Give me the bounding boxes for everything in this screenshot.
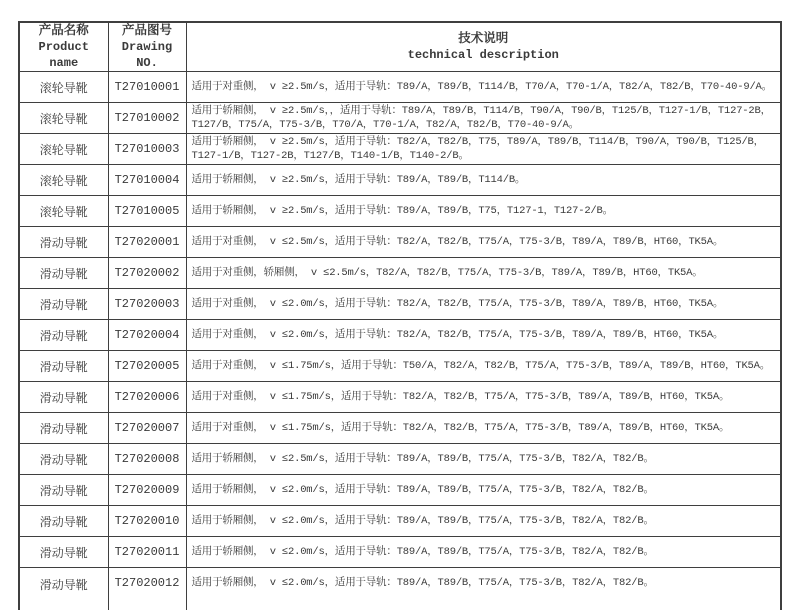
product-table — [18, 21, 782, 610]
table-row — [19, 103, 781, 134]
drawing-no-cell: T27020012 — [108, 568, 186, 610]
description-cell: 适用于轿厢侧， v ≤2.0m/s，适用于导轨：T89/A，T89/B，T75/A，T75-3/B，T82/A，T82/B。 — [186, 568, 781, 610]
table-row — [19, 537, 781, 568]
product-name-cell: 滑动导靴 — [19, 506, 108, 537]
drawing-no-cell: T27020009 — [108, 475, 186, 506]
table-row — [19, 72, 781, 103]
description-cell: 适用于轿厢侧， v ≥2.5m/s，，适用于导轨：T89/A，T89/B，T114/B，T90/A，T90/B，T125/B，T127-1/B，T127-2B，T127/B，T75/A，T75-3/B，T70/A，T70-1/A，T82/A，T82/B，T70-40-9/A。 — [186, 103, 781, 134]
drawing-no-cell: T27010004 — [108, 165, 186, 196]
table-row — [19, 196, 781, 227]
drawing-no-cell: T27020007 — [108, 413, 186, 444]
description-cell: 适用于轿厢侧， v ≥2.5m/s，适用于导轨：T89/A，T89/B，T114/B。 — [186, 165, 781, 196]
table-row — [19, 413, 781, 444]
product-name-cell: 滚轮导靴 — [19, 72, 108, 103]
table-row — [19, 351, 781, 382]
table-row — [19, 475, 781, 506]
header-technical-description-zh: 技术说明 — [458, 32, 509, 46]
table-row — [19, 506, 781, 537]
product-name-cell: 滑动导靴 — [19, 537, 108, 568]
table-row — [19, 134, 781, 165]
header-technical-description-en: technical description — [407, 48, 559, 62]
header-product-name-en: Product name — [38, 40, 89, 70]
header-drawing-no-en: Drawing NO. — [121, 40, 173, 70]
product-name-cell: 滑动导靴 — [19, 382, 108, 413]
drawing-no-cell: T27020011 — [108, 537, 186, 568]
description-cell: 适用于对重侧， v ≤1.75m/s，适用于导轨：T82/A，T82/B，T75/A，T75-3/B，T89/A，T89/B，HT60，TK5A。 — [186, 382, 781, 413]
product-name-cell: 滚轮导靴 — [19, 103, 108, 134]
table-row — [19, 289, 781, 320]
product-name-cell: 滑动导靴 — [19, 475, 108, 506]
description-cell: 适用于对重侧， v ≤1.75m/s，适用于导轨：T50/A，T82/A，T82/B，T75/A，T75-3/B，T89/A，T89/B，HT60，TK5A。 — [186, 351, 781, 382]
table-row — [19, 382, 781, 413]
drawing-no-cell: T27020004 — [108, 320, 186, 351]
product-name-cell: 滚轮导靴 — [19, 134, 108, 165]
table-body — [19, 72, 781, 610]
description-cell: 适用于对重侧，轿厢侧， v ≤2.5m/s，T82/A，T82/B，T75/A，T75-3/B，T89/A，T89/B，HT60，TK5A。 — [186, 258, 781, 289]
product-name-cell: 滑动导靴 — [19, 289, 108, 320]
table-row — [19, 258, 781, 289]
header-drawing-no-zh: 产品图号 — [121, 24, 172, 38]
drawing-no-cell: T27020008 — [108, 444, 186, 475]
drawing-no-cell: T27020001 — [108, 227, 186, 258]
table-row — [19, 568, 781, 610]
description-cell: 适用于轿厢侧， v ≤2.5m/s，适用于导轨：T89/A，T89/B，T75/A，T75-3/B，T82/A，T82/B。 — [186, 444, 781, 475]
product-name-cell: 滑动导靴 — [19, 227, 108, 258]
table-header — [19, 22, 781, 72]
header-drawing-no — [108, 22, 186, 72]
product-name-cell: 滑动导靴 — [19, 320, 108, 351]
product-name-cell: 滑动导靴 — [19, 351, 108, 382]
description-cell: 适用于对重侧， v ≤2.0m/s，适用于导轨：T82/A，T82/B，T75/A，T75-3/B，T89/A，T89/B，HT60，TK5A。 — [186, 289, 781, 320]
description-cell: 适用于对重侧， v ≤2.0m/s，适用于导轨：T82/A，T82/B，T75/A，T75-3/B，T89/A，T89/B，HT60，TK5A。 — [186, 320, 781, 351]
table-row — [19, 444, 781, 475]
drawing-no-cell: T27010002 — [108, 103, 186, 134]
product-name-cell: 滚轮导靴 — [19, 196, 108, 227]
description-cell: 适用于轿厢侧， v ≤2.0m/s，适用于导轨：T89/A，T89/B，T75/A，T75-3/B，T82/A，T82/B。 — [186, 506, 781, 537]
description-cell: 适用于对重侧， v ≤1.75m/s，适用于导轨：T82/A，T82/B，T75/A，T75-3/B，T89/A，T89/B，HT60，TK5A。 — [186, 413, 781, 444]
drawing-no-cell: T27020002 — [108, 258, 186, 289]
description-cell: 适用于轿厢侧， v ≥2.5m/s，适用于导轨：T89/A，T89/B，T75，T127-1，T127-2/B。 — [186, 196, 781, 227]
product-name-cell: 滑动导靴 — [19, 413, 108, 444]
table-row — [19, 227, 781, 258]
header-product-name-zh: 产品名称 — [38, 24, 89, 38]
drawing-no-cell: T27020003 — [108, 289, 186, 320]
drawing-no-cell: T27020010 — [108, 506, 186, 537]
header-row — [19, 22, 781, 72]
drawing-no-cell: T27020005 — [108, 351, 186, 382]
description-cell: 适用于对重侧， v ≥2.5m/s，适用于导轨：T89/A，T89/B，T114/B，T70/A，T70-1/A，T82/A，T82/B，T70-40-9/A。 — [186, 72, 781, 103]
description-cell: 适用于轿厢侧， v ≤2.0m/s，适用于导轨：T89/A，T89/B，T75/A，T75-3/B，T82/A，T82/B。 — [186, 475, 781, 506]
description-cell: 适用于轿厢侧， v ≥2.5m/s，适用于导轨：T82/A，T82/B，T75，T89/A，T89/B，T114/B，T90/A，T90/B，T125/B，T127-1/B，T127-2B，T127/B，T140-1/B，T140-2/B。 — [186, 134, 781, 165]
product-name-cell: 滑动导靴 — [19, 444, 108, 475]
drawing-no-cell: T27010003 — [108, 134, 186, 165]
product-name-cell: 滑动导靴 — [19, 258, 108, 289]
table-row — [19, 165, 781, 196]
product-name-cell: 滚轮导靴 — [19, 165, 108, 196]
drawing-no-cell: T27010001 — [108, 72, 186, 103]
table-row — [19, 320, 781, 351]
header-technical-description — [186, 22, 781, 72]
product-name-cell: 滑动导靴 — [19, 568, 108, 610]
description-cell: 适用于对重侧， v ≤2.5m/s，适用于导轨：T82/A，T82/B，T75/A，T75-3/B，T89/A，T89/B，HT60，TK5A。 — [186, 227, 781, 258]
drawing-no-cell: T27020006 — [108, 382, 186, 413]
description-cell: 适用于轿厢侧， v ≤2.0m/s，适用于导轨：T89/A，T89/B，T75/A，T75-3/B，T82/A，T82/B。 — [186, 537, 781, 568]
header-product-name — [19, 22, 108, 72]
drawing-no-cell: T27010005 — [108, 196, 186, 227]
